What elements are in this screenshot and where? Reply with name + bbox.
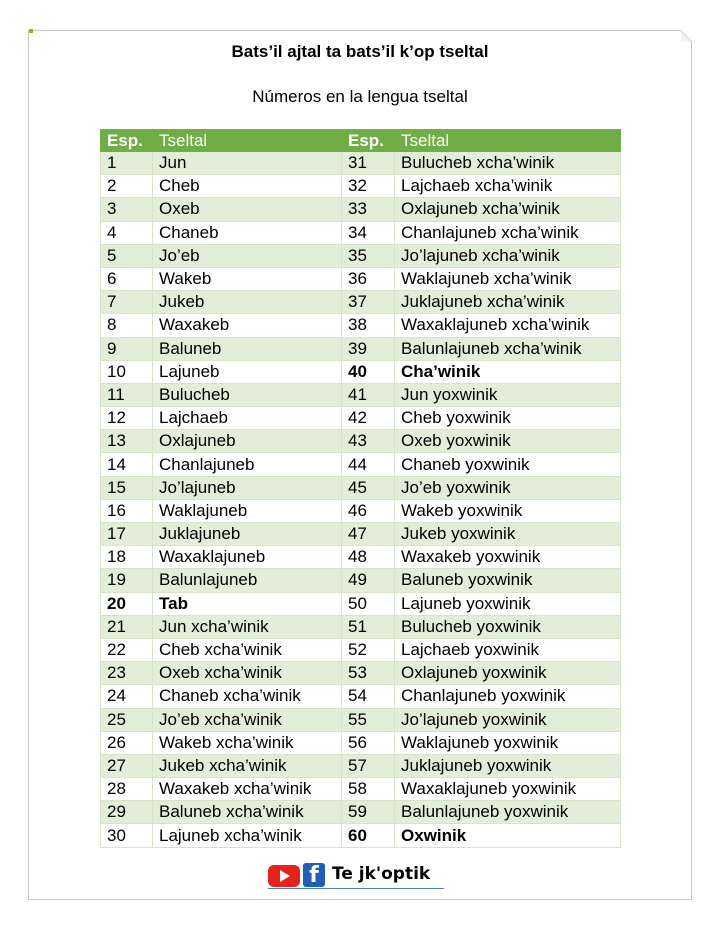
tseltal-word-cell: Jo’eb yoxwinik xyxy=(395,476,621,499)
number-cell: 34 xyxy=(342,221,395,244)
tseltal-word-cell: Oxeb xcha’winik xyxy=(153,662,342,685)
channel-name: Te jk'optik xyxy=(332,864,431,884)
table-row xyxy=(101,244,621,267)
tseltal-word-cell: Chanlajuneb xcha’winik xyxy=(395,221,621,244)
tseltal-word-cell: Cheb xyxy=(153,175,342,198)
number-cell: 28 xyxy=(101,778,153,801)
tseltal-word-cell: Jun yoxwinik xyxy=(395,383,621,406)
table-header-row xyxy=(101,130,621,152)
number-cell: 47 xyxy=(342,523,395,546)
header-tseltal-1: Tseltal xyxy=(153,130,342,152)
number-cell: 9 xyxy=(101,337,153,360)
tseltal-word-cell: Oxeb yoxwinik xyxy=(395,430,621,453)
table-row xyxy=(101,291,621,314)
tseltal-word-cell: Bulucheb yoxwinik xyxy=(395,615,621,638)
table-row xyxy=(101,662,621,685)
number-cell: 1 xyxy=(101,152,153,175)
youtube-icon xyxy=(268,865,300,887)
tseltal-word-cell: Waklajuneb xyxy=(153,499,342,522)
table-row xyxy=(101,175,621,198)
page-corner-mark xyxy=(29,29,33,33)
number-cell: 53 xyxy=(342,662,395,685)
tseltal-word-cell: Jo’eb xcha’winik xyxy=(153,708,342,731)
number-cell: 37 xyxy=(342,291,395,314)
number-cell: 33 xyxy=(342,198,395,221)
table-row xyxy=(101,221,621,244)
number-cell: 7 xyxy=(101,291,153,314)
number-cell: 43 xyxy=(342,430,395,453)
number-cell: 40 xyxy=(342,360,395,383)
tseltal-word-cell: Oxeb xyxy=(153,198,342,221)
number-cell: 3 xyxy=(101,198,153,221)
tseltal-word-cell: Waklajuneb xcha’winik xyxy=(395,267,621,290)
tseltal-word-cell: Juklajuneb xcha’winik xyxy=(395,291,621,314)
tseltal-word-cell: Jo’lajuneb xcha’winik xyxy=(395,244,621,267)
number-cell: 32 xyxy=(342,175,395,198)
number-cell: 2 xyxy=(101,175,153,198)
number-cell: 25 xyxy=(101,708,153,731)
tseltal-word-cell: Waxakeb xcha’winik xyxy=(153,778,342,801)
tseltal-word-cell: Lajchaeb xyxy=(153,407,342,430)
number-cell: 14 xyxy=(101,453,153,476)
numbers-table xyxy=(100,129,621,848)
number-cell: 60 xyxy=(342,824,395,847)
tseltal-word-cell: Wakeb xcha’winik xyxy=(153,731,342,754)
tseltal-word-cell: Jun xyxy=(153,152,342,175)
tseltal-word-cell: Balunlajuneb xyxy=(153,569,342,592)
tseltal-word-cell: Waklajuneb yoxwinik xyxy=(395,731,621,754)
tseltal-word-cell: Cha’winik xyxy=(395,360,621,383)
table-row xyxy=(101,638,621,661)
tseltal-word-cell: Oxlajuneb xcha’winik xyxy=(395,198,621,221)
number-cell: 16 xyxy=(101,499,153,522)
number-cell: 24 xyxy=(101,685,153,708)
number-cell: 48 xyxy=(342,546,395,569)
table-row xyxy=(101,754,621,777)
number-cell: 49 xyxy=(342,569,395,592)
tseltal-word-cell: Lajchaeb yoxwinik xyxy=(395,638,621,661)
table-row xyxy=(101,824,621,847)
table-body xyxy=(101,152,621,848)
number-cell: 46 xyxy=(342,499,395,522)
table-row xyxy=(101,778,621,801)
tseltal-word-cell: Jo’lajuneb xyxy=(153,476,342,499)
number-cell: 10 xyxy=(101,360,153,383)
header-tseltal-2: Tseltal xyxy=(395,130,621,152)
tseltal-word-cell: Chanlajuneb yoxwinik xyxy=(395,685,621,708)
number-cell: 51 xyxy=(342,615,395,638)
number-cell: 18 xyxy=(101,546,153,569)
tseltal-word-cell: Waxaklajuneb yoxwinik xyxy=(395,778,621,801)
tseltal-word-cell: Baluneb xcha’winik xyxy=(153,801,342,824)
number-cell: 58 xyxy=(342,778,395,801)
number-cell: 57 xyxy=(342,754,395,777)
number-cell: 22 xyxy=(101,638,153,661)
document-title: Bats’il ajtal ta bats’il k’op tseltal xyxy=(231,42,489,61)
tseltal-word-cell: Chanlajuneb xyxy=(153,453,342,476)
tseltal-word-cell: Chaneb xyxy=(153,221,342,244)
number-cell: 21 xyxy=(101,615,153,638)
tseltal-word-cell: Cheb yoxwinik xyxy=(395,407,621,430)
tseltal-word-cell: Waxakeb xyxy=(153,314,342,337)
page-fold-corner xyxy=(681,30,693,42)
number-cell: 54 xyxy=(342,685,395,708)
number-cell: 6 xyxy=(101,267,153,290)
table-row xyxy=(101,453,621,476)
tseltal-word-cell: Wakeb yoxwinik xyxy=(395,499,621,522)
table-row xyxy=(101,615,621,638)
number-cell: 8 xyxy=(101,314,153,337)
number-cell: 5 xyxy=(101,244,153,267)
table-row xyxy=(101,430,621,453)
tseltal-word-cell: Jun xcha’winik xyxy=(153,615,342,638)
table-row xyxy=(101,731,621,754)
number-cell: 17 xyxy=(101,523,153,546)
number-cell: 38 xyxy=(342,314,395,337)
facebook-icon: f xyxy=(303,863,325,887)
table-row xyxy=(101,476,621,499)
table-row xyxy=(101,523,621,546)
tseltal-word-cell: Juklajuneb yoxwinik xyxy=(395,754,621,777)
number-cell: 4 xyxy=(101,221,153,244)
number-cell: 27 xyxy=(101,754,153,777)
table-row xyxy=(101,152,621,175)
table-row xyxy=(101,592,621,615)
tseltal-word-cell: Waxaklajuneb xyxy=(153,546,342,569)
tseltal-word-cell: Oxlajuneb xyxy=(153,430,342,453)
tseltal-word-cell: Oxwinik xyxy=(395,824,621,847)
number-cell: 44 xyxy=(342,453,395,476)
tseltal-word-cell: Chaneb xcha’winik xyxy=(153,685,342,708)
table-row xyxy=(101,360,621,383)
number-cell: 30 xyxy=(101,824,153,847)
number-cell: 52 xyxy=(342,638,395,661)
tseltal-word-cell: Oxlajuneb yoxwinik xyxy=(395,662,621,685)
tseltal-word-cell: Jukeb xyxy=(153,291,342,314)
number-cell: 11 xyxy=(101,383,153,406)
number-cell: 15 xyxy=(101,476,153,499)
tseltal-word-cell: Waxaklajuneb xcha’winik xyxy=(395,314,621,337)
table-row xyxy=(101,314,621,337)
number-cell: 20 xyxy=(101,592,153,615)
number-cell: 59 xyxy=(342,801,395,824)
tseltal-word-cell: Balunlajuneb yoxwinik xyxy=(395,801,621,824)
tseltal-word-cell: Jukeb yoxwinik xyxy=(395,523,621,546)
number-cell: 29 xyxy=(101,801,153,824)
table-row xyxy=(101,407,621,430)
channel-footer xyxy=(268,862,444,888)
number-cell: 56 xyxy=(342,731,395,754)
tseltal-word-cell: Jukeb xcha’winik xyxy=(153,754,342,777)
number-cell: 35 xyxy=(342,244,395,267)
header-esp-1: Esp. xyxy=(101,130,153,152)
table-row xyxy=(101,337,621,360)
tseltal-word-cell: Wakeb xyxy=(153,267,342,290)
tseltal-word-cell: Baluneb xyxy=(153,337,342,360)
number-cell: 23 xyxy=(101,662,153,685)
table-row xyxy=(101,198,621,221)
tseltal-word-cell: Cheb xcha’winik xyxy=(153,638,342,661)
tseltal-word-cell: Bulucheb xcha’winik xyxy=(395,152,621,175)
tseltal-word-cell: Jo’eb xyxy=(153,244,342,267)
table-row xyxy=(101,708,621,731)
number-cell: 41 xyxy=(342,383,395,406)
table-row xyxy=(101,546,621,569)
document-subtitle: Números en la lengua tseltal xyxy=(252,87,468,106)
number-cell: 42 xyxy=(342,407,395,430)
table-row xyxy=(101,801,621,824)
table-row xyxy=(101,685,621,708)
number-cell: 55 xyxy=(342,708,395,731)
table-row xyxy=(101,569,621,592)
tseltal-word-cell: Baluneb yoxwinik xyxy=(395,569,621,592)
number-cell: 31 xyxy=(342,152,395,175)
footer-underline xyxy=(268,888,444,889)
table-row xyxy=(101,267,621,290)
tseltal-word-cell: Chaneb yoxwinik xyxy=(395,453,621,476)
number-cell: 12 xyxy=(101,407,153,430)
tseltal-word-cell: Balunlajuneb xcha’winik xyxy=(395,337,621,360)
header-esp-2: Esp. xyxy=(342,130,395,152)
number-cell: 39 xyxy=(342,337,395,360)
number-cell: 13 xyxy=(101,430,153,453)
table-row xyxy=(101,499,621,522)
tseltal-word-cell: Waxakeb yoxwinik xyxy=(395,546,621,569)
number-cell: 19 xyxy=(101,569,153,592)
tseltal-word-cell: Jo’lajuneb yoxwinik xyxy=(395,708,621,731)
tseltal-word-cell: Bulucheb xyxy=(153,383,342,406)
table-row xyxy=(101,383,621,406)
tseltal-word-cell: Lajuneb yoxwinik xyxy=(395,592,621,615)
tseltal-word-cell: Juklajuneb xyxy=(153,523,342,546)
number-cell: 26 xyxy=(101,731,153,754)
number-cell: 50 xyxy=(342,592,395,615)
tseltal-word-cell: Tab xyxy=(153,592,342,615)
tseltal-word-cell: Lajuneb xyxy=(153,360,342,383)
number-cell: 45 xyxy=(342,476,395,499)
tseltal-word-cell: Lajuneb xcha’winik xyxy=(153,824,342,847)
number-cell: 36 xyxy=(342,267,395,290)
tseltal-word-cell: Lajchaeb xcha’winik xyxy=(395,175,621,198)
